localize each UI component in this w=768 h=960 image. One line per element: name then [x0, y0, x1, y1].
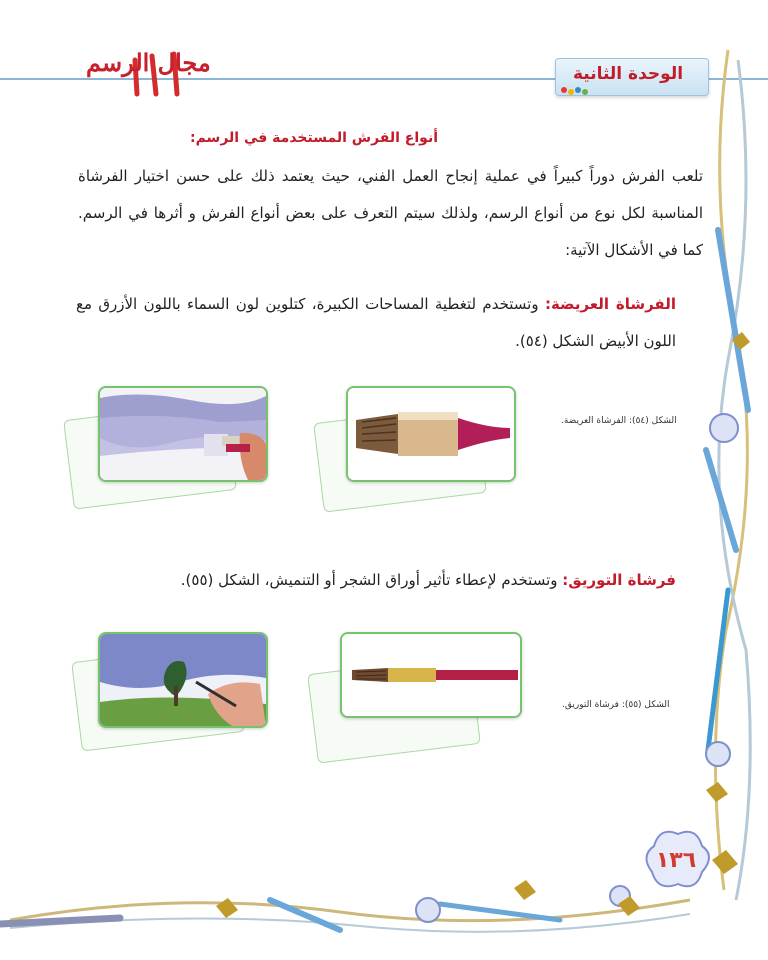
foliage-painting-image [98, 632, 268, 728]
sky-painting-illustration [100, 388, 266, 480]
field-title: مجال الرسم [86, 48, 211, 77]
wide-brush-image [346, 386, 516, 482]
tree-painting-illustration [100, 634, 266, 726]
figure-54-caption: الشكل (٥٤): الفرشاة العريضة. [561, 416, 677, 426]
foliage-brush-paragraph [76, 562, 676, 599]
figure-55-caption: الشكل (٥٥): فرشاة التوريق. [562, 700, 670, 710]
right-border-decoration [688, 30, 768, 930]
wide-brush-term: الفرشاة العريضة: [544, 295, 676, 313]
foliage-brush-illustration [342, 634, 520, 716]
palette-icon [560, 84, 590, 98]
foliage-brush-term: فرشاة التوريق: [562, 571, 676, 589]
foliage-brush-image [340, 632, 522, 718]
foliage-brush-description: وتستخدم لإعطاء تأثير أوراق الشجر أو التنميش، الشكل (٥٥). [180, 571, 558, 589]
wide-brush-paragraph [76, 286, 676, 360]
wide-brush-painting-image [98, 386, 268, 482]
page-number: ١٣٦ [655, 848, 697, 873]
wide-brush-illustration [348, 388, 514, 480]
intro-paragraph: تلعب الفرش دوراً كبيراً في عملية إنجاح العمل الفني، حيث يعتمد ذلك على حسن اختيار الفرشاة المناسبة لكل نوع من أنواع الرسم، ولذلك سيتم التعرف على بعض أنواع الفرش و أثرها في الرسم. كما في الأشكال الآتية: [78, 167, 703, 259]
bottom-border-decoration [0, 860, 700, 960]
section-heading: أنواع الفرش المستخدمة في الرسم: [189, 130, 438, 146]
unit-title: الوحدة الثانية [572, 64, 684, 84]
wide-brush-description: وتستخدم لتغطية المساحات الكبيرة، كتلوين لون السماء باللون الأزرق مع اللون الأبيض الشكل (٥٤). [76, 295, 676, 350]
